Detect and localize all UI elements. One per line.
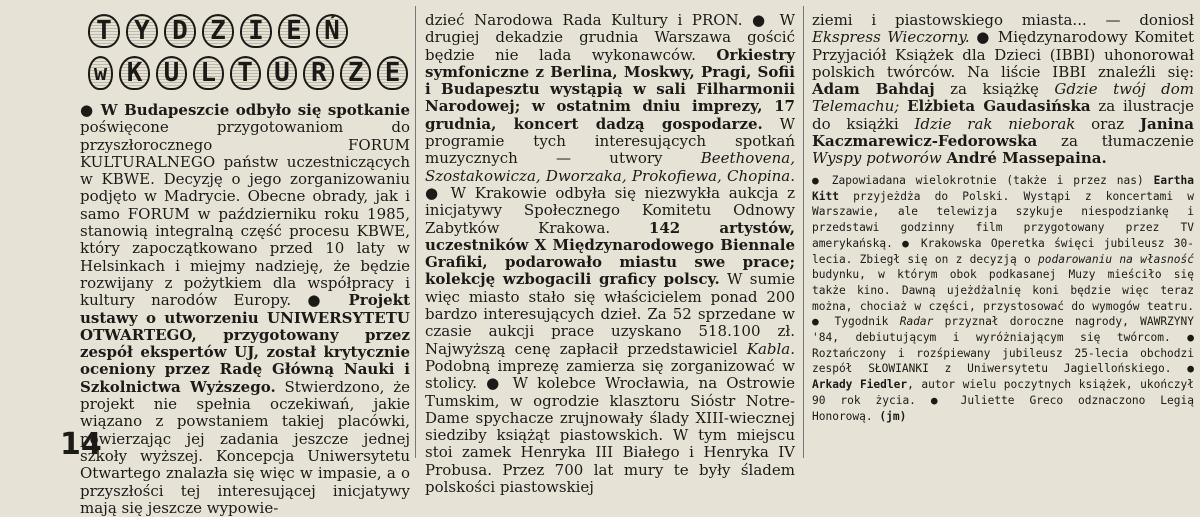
title-letter: Ń — [316, 14, 348, 48]
title-letter: Z — [202, 14, 234, 48]
text-run: Gdzie twój dom Telemachu; — [812, 80, 1194, 116]
title-letter: T — [230, 56, 261, 90]
title-letter: Z — [340, 56, 371, 90]
text-run: , autor wielu poczytnych książek, ukończył 90 rok życia. ● Juliette Greco odznaczono Legią Honorową. — [812, 378, 1195, 423]
text-run: Adam Bahdaj — [812, 80, 935, 99]
text-run: Orkiestry symfoniczne z Berlina, Moskwy, Pragi, Sofii i Budapesztu wystąpią w sali Filharmonii Narodowej; w ostatnim dniu imprezy, 17 grudnia, koncert dadzą gospodarze. — [425, 45, 795, 133]
text-run: budynku, w którym obok podkasanej Muzy mieściło się także kino. Dawną ujeżdżalnię koni będzie więc teraz można, chociaż w części, przystosować do wymogów teatru. ● Tygodnik — [812, 268, 1194, 329]
section-title — [88, 14, 408, 98]
text-run: Radar — [899, 315, 934, 329]
title-letter: I — [240, 14, 272, 48]
text-run: Elżbieta Gaudasińska — [907, 97, 1091, 116]
article-column-3 — [812, 12, 1194, 168]
page-number: 14 — [60, 427, 102, 462]
text-run: Eartha Kitt — [812, 174, 1194, 203]
text-run: Ekspress Wieczorny. — [812, 28, 970, 47]
text-run: Stwierdzono, że projekt nie spełnia oczekiwań, jakie wiązano z powstaniem takiej placówki, powierzając jej zadania jeszcze jednej szkoły wyższej. Koncepcja Uniwersytetu Otwartego znalazła się więc w impasie, a o przyszłości tej interesującej inicjatywy mają się jeszcze wypowie- — [80, 377, 410, 517]
text-run: ● W Budapeszcie odbyło się spotkanie — [80, 101, 410, 119]
title-line-2 — [88, 56, 408, 90]
text-run: ● Projekt ustawy o utworzeniu UNIWERSYTETU OTWARTEGO, przygotowany przez zespół ekspertów UJ, został krytycznie oceniony przez Radę Główną Nauki i Szkolnictwa Wyższego. — [80, 291, 410, 396]
text-run: podarowaniu na własność — [1038, 252, 1194, 266]
text-run: Janina Kaczmarewicz-Fedorowska — [812, 114, 1194, 151]
title-line-1 — [88, 14, 408, 48]
text-run: Kabla. — [746, 339, 795, 358]
title-letter: T — [88, 14, 120, 48]
text-run: Idzie rak nieborak — [914, 114, 1076, 133]
text-run: za książkę — [934, 80, 1055, 99]
text-run: dzieć Narodowa Rada Kultury i PRON. ● W drugiej dekadzie grudnia Warszawa gościć będzie nie lada wykonawców. — [425, 11, 795, 64]
title-letter: E — [278, 14, 310, 48]
text-run: ● W Krakowie odbyła się niezwykła aukcja z inicjatywy Społecznego Komitetu Odnowy Zabytków Krakowa. — [425, 183, 795, 237]
text-run: poświęcone przygotowaniom do przyszłorocznego FORUM KULTURALNEGO państw uczestniczących w KBWE. Decyzję o jego zorganizowaniu podjęto w Madrycie. Obecne obrady, jak i samo FORUM w październiku roku 1985, stanowią integralną część procesu KBWE, który zapoczątkowano przed 10 laty w Helsinkach i miejmy nadzieję, że będzie rozwijany z pożytkiem dla współpracy i kultury narodów Europy. — [80, 118, 410, 310]
title-letter: L — [193, 56, 224, 90]
text-run: Beethovena, Szostakowicza, Dworzaka, Prokofiewa, Chopina. — [425, 149, 795, 185]
text-run: za ilustracje do książki — [812, 97, 1194, 133]
column-rule — [415, 6, 416, 458]
text-run: Arkady Fiedler — [812, 378, 908, 392]
title-letter: w — [88, 56, 113, 90]
title-letter: Y — [126, 14, 158, 48]
text-run: (jm) — [879, 409, 907, 423]
article-column-1 — [80, 102, 410, 517]
text-run: przyjeżdża do Polski. Wystąpi z koncertami w Warszawie, ale telewizja szykuje niespodziankę i przedstawi godzinny film przygotowany przez TV amerykańską. ● Krakowska Operetka święci jubileusz 30-lecia. Zbiegł się on z decyzją o — [812, 189, 1194, 266]
text-run: za tłumaczenie — [1037, 132, 1194, 151]
column-rule — [803, 6, 804, 458]
text-run: André Massepaina. — [946, 149, 1107, 168]
text-run: ● Zapowiadana wielokrotnie (także i przez nas) — [812, 174, 1154, 187]
text-run: ● Międzynarodowy Komitet Przyjaciół Książek dla Dzieci (IBBI) uhonorował polskich twórców. Na liście IBBI znaleźli się: — [812, 28, 1194, 81]
title-letter: U — [267, 56, 298, 90]
text-run: ziemi i piastowskiego miasta... — doniosł — [812, 11, 1194, 29]
text-run: przyznał doroczne nagrody, WAWRZYNY '84, debiutującym i wyróżniającym się twórcom. ● Roztańczony i rozśpiewany jubileusz 25-lecia obchodzi zespół SŁOWIANKI z Uniwersytetu Jagiellońskiego. ● — [812, 315, 1195, 376]
article-column-3-briefs — [812, 173, 1194, 424]
text-run: W sumie więc miasto stało się właścicielem ponad 200 bardzo interesujących dzieł. Za 52 sprzedane w czasie aukcji prace uzyskano 518.100 zł. Najwyższą cenę zapłacił przedstawiciel — [425, 270, 796, 358]
title-letter: E — [377, 56, 408, 90]
text-run: Wyspy potworów — [812, 149, 942, 168]
text-run: oraz — [1075, 114, 1140, 133]
title-letter: D — [164, 14, 196, 48]
title-letter: K — [119, 56, 150, 90]
text-run: W programie tych interesujących spotkań muzycznych — utwory — [425, 114, 795, 168]
text-run — [899, 97, 907, 115]
text-run: 142 artystów, uczestników X Międzynarodowego Biennale Grafiki, podarowało miastu swe prace; kolekcję wzbogacili graficy polscy. — [425, 218, 795, 289]
title-letter: U — [156, 56, 187, 90]
article-column-2 — [425, 12, 795, 496]
text-run: Podobną imprezę zamierza się zorganizować w stolicy. ● W kolebce Wrocławia, na Ostrowie Tumskim, w ogrodzie klasztoru Sióstr Notre-Dame spychacze zrujnowały ślady XIII-wiecznej siedziby książąt piastowskich. W tym miejscu stoi zamek Henryka III Białego i Henryka IV Probusa. Przez 700 lat mury te były śladem polskości piastowskiej — [425, 356, 795, 497]
title-letter: R — [303, 56, 334, 90]
